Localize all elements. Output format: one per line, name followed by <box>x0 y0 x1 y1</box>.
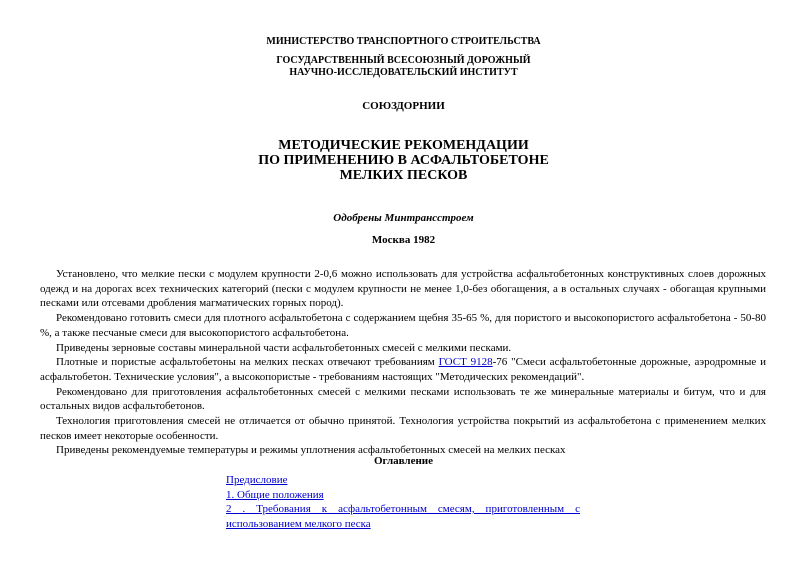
abstract-paragraph: Рекомендовано готовить смеси для плотного асфальтобетона с содержанием щебня 35-65 %, для пористого и высокопористого асфальтобетона - 50-80 %, а также песчаные смеси для высокопористого асфальтобетона. <box>40 312 766 339</box>
approval-note: Одобрены Минтрансстроем <box>333 212 474 224</box>
ministry-heading: МИНИСТЕРСТВО ТРАНСПОРТНОГО СТРОИТЕЛЬСТВА <box>266 36 541 47</box>
organization-name: СОЮЗДОРНИИ <box>362 100 445 112</box>
abstract-paragraph: Установлено, что мелкие пески с модулем крупности 2-0,6 можно использовать для устройства асфальтобетонных конструктивных слоев дорожных одежд и на дорогах всех технических категорий (пески с модулем крупности не менее 1,0-без обогащения, а в остальных случаях - обогащая крупными песками или отсевами дробления магматических горных пород). <box>40 268 766 310</box>
table-of-contents <box>226 473 580 531</box>
abstract-paragraph-gost <box>40 355 766 384</box>
gost-text-after: -76 "Смеси асфальтобетонные дорожные, аэродромные и асфальтобетон. Технические условия", а высокопористые - требованиям настоящих "Методических рекомендаций". <box>40 356 766 383</box>
abstract-text <box>40 267 766 458</box>
document-title <box>0 138 807 183</box>
title-line-2: ПО ПРИМЕНЕНИЮ В АСФАЛЬТОБЕТОНЕ <box>258 153 549 168</box>
gost-9128-link[interactable]: ГОСТ 9128 <box>438 356 493 369</box>
gost-text-before: Плотные и пористые асфальтобетоны на мелких песках отвечают требованиям <box>56 356 439 369</box>
abstract-paragraph: Приведены зерновые составы минеральной части асфальтобетонных смесей с мелкими песками. <box>56 341 512 354</box>
institute-heading <box>0 55 807 79</box>
city-year: Москва 1982 <box>371 234 436 246</box>
abstract-paragraph: Технология приготовления смесей не отличается от обычно принятой. Технология устройства покрытий из асфальтобетона с применением мелких песков имеет некоторые особенности. <box>40 415 766 442</box>
toc-link-requirements-cont[interactable]: использованием мелкого песка <box>226 517 371 530</box>
institute-line-2: НАУЧНО-ИССЛЕДОВАТЕЛЬСКИЙ ИНСТИТУТ <box>289 67 518 78</box>
toc-heading: Оглавление <box>373 455 434 467</box>
title-line-3: МЕЛКИХ ПЕСКОВ <box>339 168 468 183</box>
toc-link-preface[interactable]: Предисловие <box>226 474 288 486</box>
abstract-paragraph: Рекомендовано для приготовления асфальтобетонных смесей с мелкими песками использовать те же минеральные материалы и битум, что и для остальных видов асфальтобетонов. <box>40 385 766 413</box>
toc-link-requirements[interactable]: 2 . Требования к асфальтобетонным смесям, приготовленным с <box>226 503 580 515</box>
institute-line-1: ГОСУДАРСТВЕННЫЙ ВСЕСОЮЗНЫЙ ДОРОЖНЫЙ <box>276 55 531 66</box>
toc-link-general[interactable]: 1. Общие положения <box>226 488 324 501</box>
abstract-paragraph: Приведены рекомендуемые температуры и режимы уплотнения асфальтобетонных смесей на мелких песках <box>56 444 566 457</box>
title-line-1: МЕТОДИЧЕСКИЕ РЕКОМЕНДАЦИИ <box>278 138 529 153</box>
